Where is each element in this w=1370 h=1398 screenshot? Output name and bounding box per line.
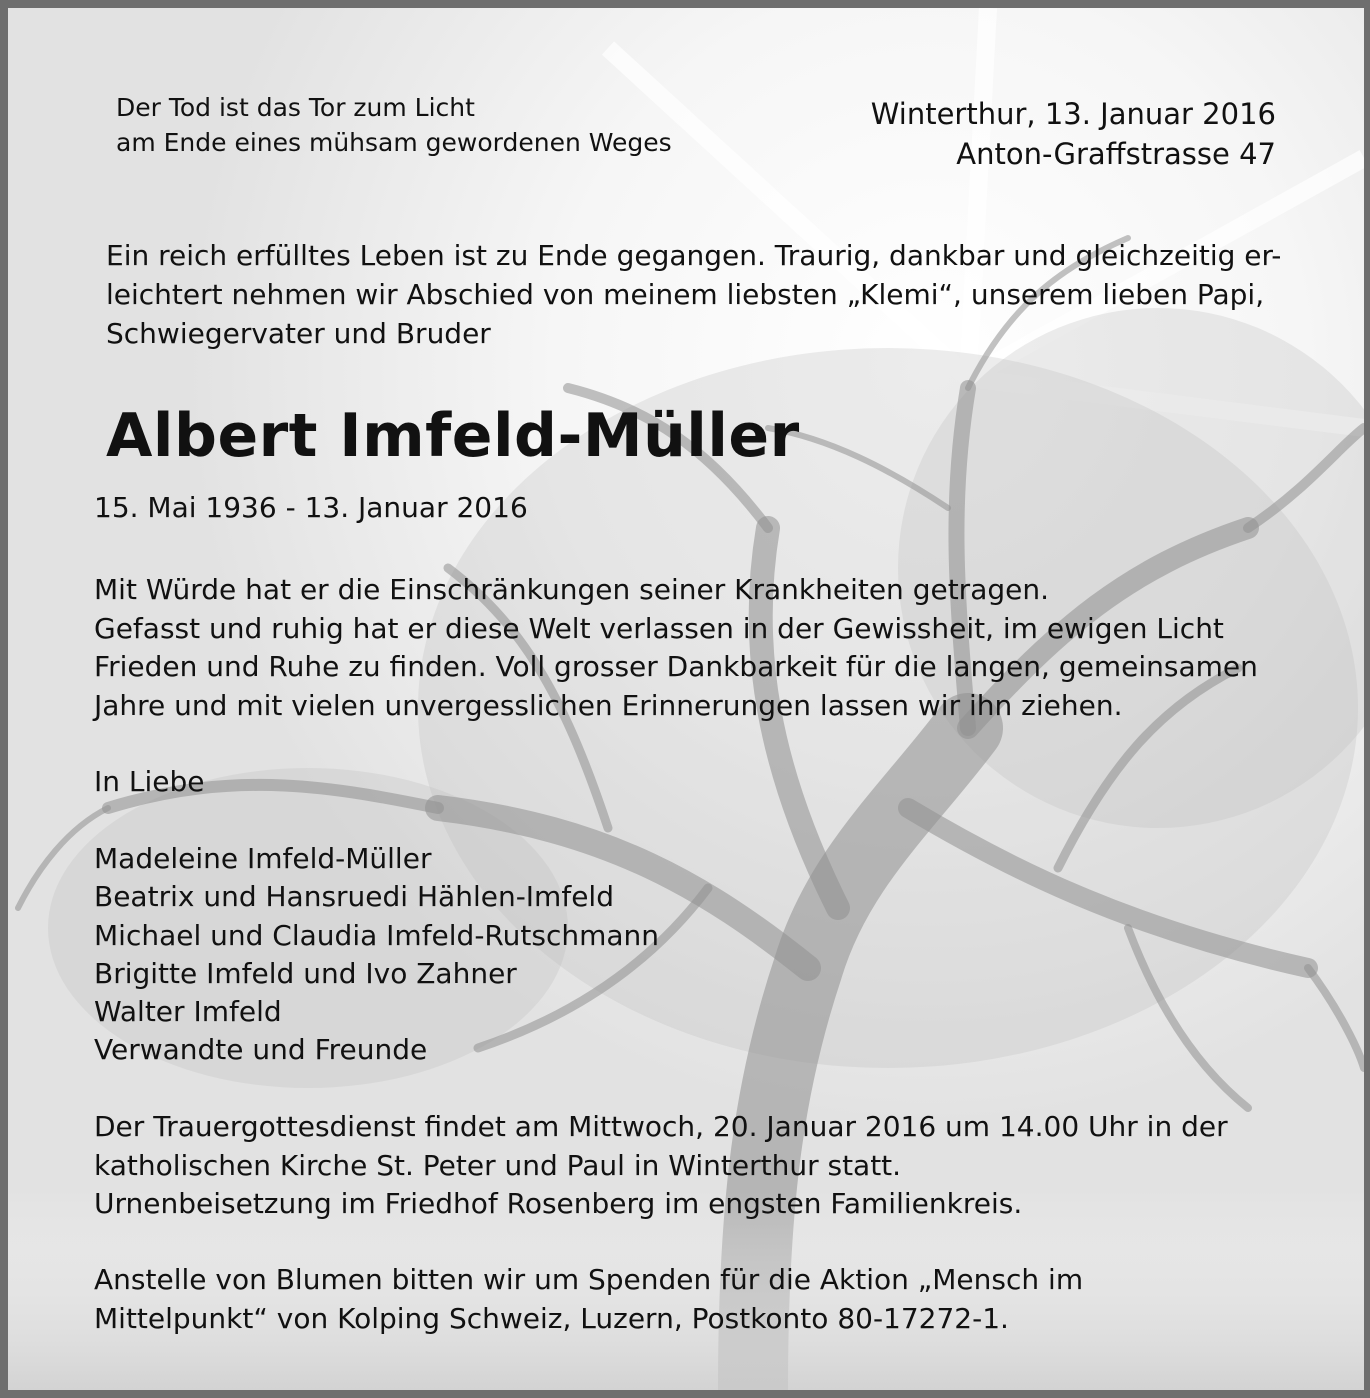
service-line: katholischen Kirche St. Peter und Paul in Winterthur statt. <box>94 1148 902 1182</box>
tribute-line: Gefasst und ruhig hat er diese Welt verlassen in der Gewissheit, im ewigen Licht <box>94 611 1224 645</box>
motto <box>116 90 672 160</box>
family-list <box>94 840 659 1070</box>
donation-line: Anstelle von Blumen bitten wir um Spenden für die Aktion „Mensch im <box>94 1263 1084 1296</box>
tribute-line: Jahre und mit vielen unvergesslichen Erinnerungen lassen wir ihn ziehen. <box>94 688 1123 722</box>
closing-phrase: In Liebe <box>94 765 205 798</box>
family-member: Michael und Claudia Imfeld-Rutschmann <box>94 918 660 952</box>
intro-line: Ein reich erfülltes Leben ist zu Ende gegangen. Traurig, dankbar und gleichzeitig er- <box>106 239 1282 272</box>
family-member: Verwandte und Freunde <box>94 1033 428 1067</box>
address-line: Anton-Graffstrasse 47 <box>956 137 1276 171</box>
tribute-line: Frieden und Ruhe zu finden. Voll grosser Dankbarkeit für die langen, gemeinsamen <box>94 650 1258 683</box>
donation-info <box>94 1261 1083 1338</box>
motto-line: am Ende eines mühsam gewordenen Weges <box>116 128 672 157</box>
place-date-line: Winterthur, 13. Januar 2016 <box>870 97 1276 131</box>
service-line: Der Trauergottesdienst findet am Mittwoch, 20. Januar 2016 um 14.00 Uhr in der <box>94 1110 1228 1143</box>
intro-line: Schwiegervater und Bruder <box>106 317 491 350</box>
tribute-line: Mit Würde hat er die Einschränkungen seiner Krankheiten getragen. <box>94 573 1049 606</box>
service-line: Urnenbeisetzung im Friedhof Rosenberg im engsten Familienkreis. <box>94 1187 1023 1220</box>
donation-line: Mittelpunkt“ von Kolping Schweiz, Luzern, Postkonto 80-17272-1. <box>94 1301 1009 1335</box>
family-member: Brigitte Imfeld und Ivo Zahner <box>94 956 517 990</box>
family-member: Beatrix und Hansruedi Hählen-Imfeld <box>94 880 614 914</box>
tribute-text <box>94 571 1258 725</box>
motto-line: Der Tod ist das Tor zum Licht <box>116 93 475 122</box>
service-info <box>94 1108 1228 1224</box>
intro-text <box>106 236 1281 353</box>
deceased-name: Albert Imfeld-Müller <box>106 401 800 471</box>
place-and-date <box>871 94 1276 174</box>
life-dates: 15. Mai 1936 - 13. Januar 2016 <box>94 491 528 524</box>
family-member: Madeleine Imfeld-Müller <box>94 842 432 875</box>
intro-line: leichtert nehmen wir Abschied von meinem liebsten „Klemi“, unserem lieben Papi, <box>106 278 1265 311</box>
family-member: Walter Imfeld <box>94 995 282 1029</box>
